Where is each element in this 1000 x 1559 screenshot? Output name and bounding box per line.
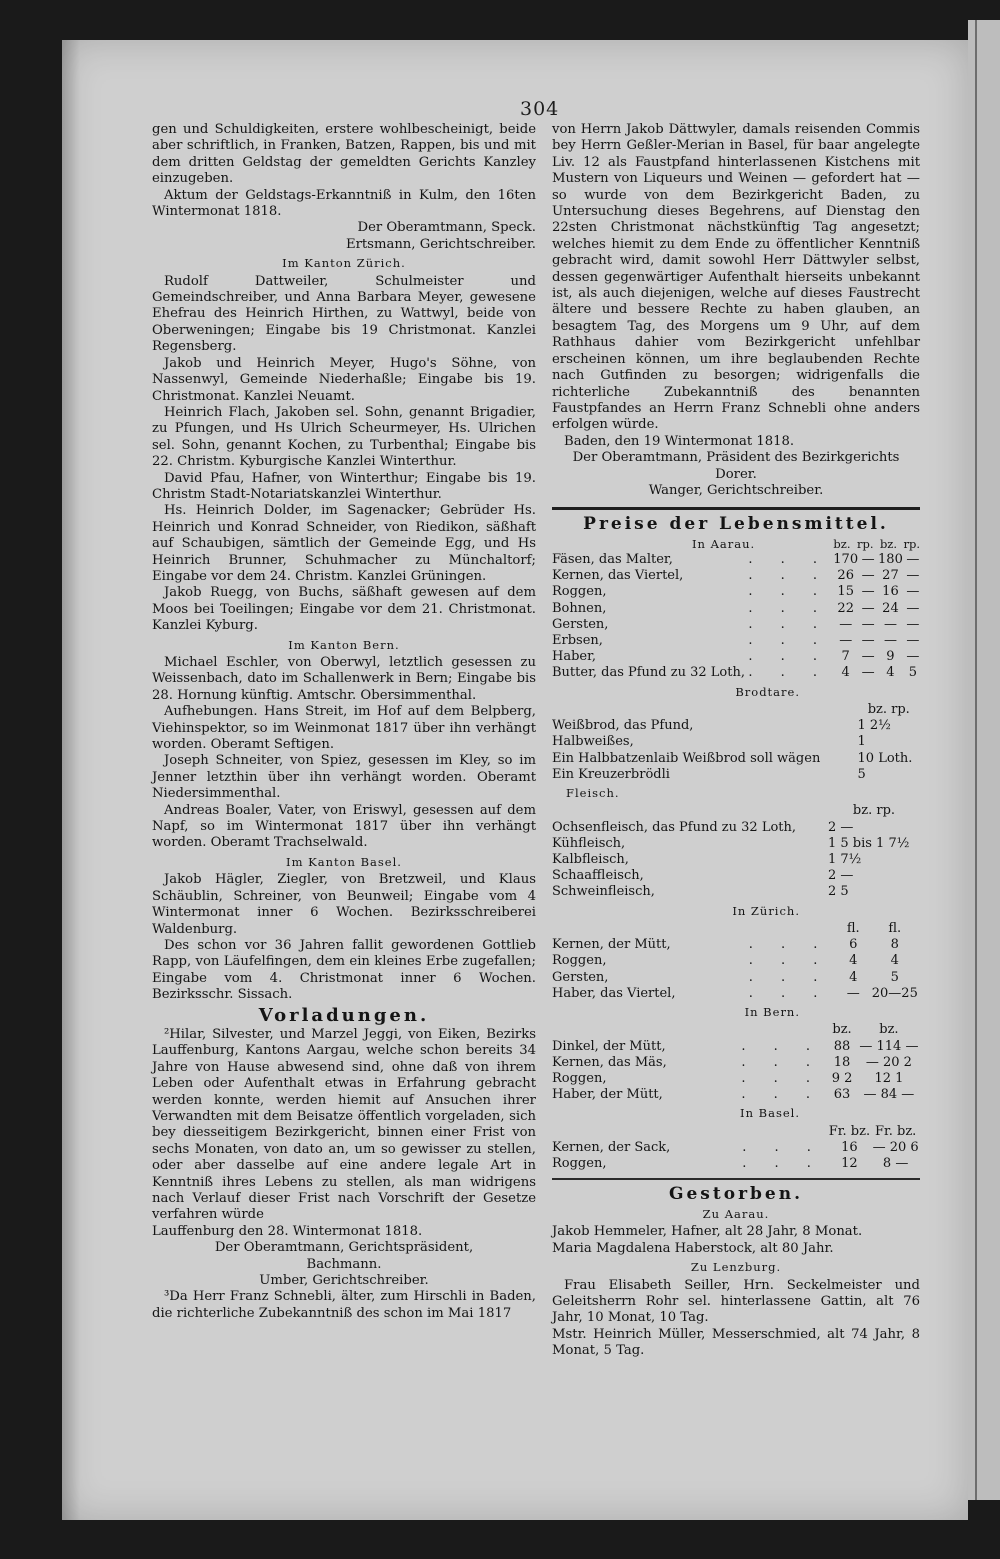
price-separator: —: [861, 584, 875, 600]
price-row: [552, 751, 920, 767]
price-value: —: [839, 632, 853, 648]
price-value: — 20 6: [872, 1140, 919, 1156]
price-item-label: Kernen, das Mäs,: [552, 1054, 667, 1070]
leader-dots: . . .: [742, 1156, 823, 1172]
price-row: [552, 702, 920, 718]
unit-label: Fr. bz.: [828, 1123, 871, 1139]
page-edge-shadow: [62, 40, 80, 1520]
price-value: 27: [882, 568, 899, 584]
heading-kanton-basel: Im Kanton Basel.: [286, 854, 402, 869]
notice-schnebli-signature-3: Wanger, Gerichtschreiber.: [648, 482, 824, 498]
leader-dots: . . .: [748, 953, 830, 969]
blank-cell: [552, 1022, 741, 1038]
unit-label: bz. rp.: [867, 701, 910, 717]
notice-schnebli-signature-1: Der Oberamtmann, Präsident des Bezirkgerichts: [572, 450, 900, 466]
price-value: — 84 —: [863, 1087, 915, 1103]
price-item-label: Kernen, das Viertel,: [552, 568, 684, 584]
price-row: [552, 568, 920, 584]
price-row: [552, 552, 920, 568]
price-item-label: Kernen, der Sack,: [552, 1140, 671, 1156]
blank-cell: [741, 1022, 826, 1038]
unit-label: Fr. bz.: [874, 1123, 917, 1139]
price-rows-basel: [552, 1124, 920, 1173]
price-value: — 20 2: [865, 1054, 912, 1070]
price-row: [552, 1156, 920, 1172]
blank-cell: [552, 1124, 742, 1140]
price-item-label: Bohnen,: [552, 600, 607, 616]
heading-in-zuerich: In Zürich.: [732, 903, 800, 918]
leader-dots: . . .: [748, 985, 830, 1001]
price-row: [552, 649, 920, 665]
unit-label: rp.: [903, 536, 920, 551]
price-value: 4: [849, 953, 858, 969]
price-separator: —: [906, 632, 920, 648]
right-column: [552, 122, 920, 1360]
price-row: [552, 820, 920, 836]
signature-gerichtschreiber: Ertsmann, Gerichtschreiber.: [345, 236, 536, 252]
price-value: 5: [857, 766, 866, 782]
price-row: [552, 836, 920, 852]
death-notice: Maria Magdalena Haberstock, alt 80 Jahr.: [552, 1240, 834, 1256]
entry-bern-2: Aufhebungen. Hans Streit, im Hof auf dem Belpberg, Viehinspektor, so im Weinmonat 1817 über ihn verhängt worden. Oberamt Seftigen.: [152, 704, 536, 753]
price-separator: —: [861, 616, 875, 632]
price-item-label: Roggen,: [552, 584, 607, 600]
price-row: [552, 633, 920, 649]
price-separator: —: [861, 568, 875, 584]
unit-label: bz.: [832, 1022, 852, 1038]
heading-in-aarau: In Aarau.: [692, 536, 756, 551]
price-value: 4: [886, 665, 895, 681]
price-item-label: Kühfleisch,: [552, 835, 626, 851]
price-value: 9 2: [831, 1071, 853, 1087]
price-item-label: Roggen,: [552, 1071, 607, 1087]
binding-fold-line: [975, 20, 977, 1500]
leader-dots: . . .: [748, 616, 830, 632]
price-item-label: Erbsen,: [552, 632, 603, 648]
death-notice: Jakob Hemmeler, Hafner, alt 28 Jahr, 8 Monat.: [552, 1224, 863, 1240]
entry-zuerich-5: Hs. Heinrich Dolder, im Sagenacker; Gebrüder Hs. Heinrich und Konrad Schneider, von Riedikon, säßhaft auf Schaubigen, sämtlich der Gemeinde Egg, und Hs Heinrich Brunner, Schuhmacher zu Münchaltorf; Eingabe vor dem 24. Christm. Kanzlei Grüningen.: [152, 503, 536, 584]
price-value: 20—25: [871, 985, 918, 1001]
notice-jeggi-signature-2: Bachmann.: [306, 1256, 382, 1272]
price-rows-aarau: [552, 552, 920, 682]
death-notice: Mstr. Heinrich Müller, Messerschmied, alt 74 Jahr, 8 Monat, 5 Tag.: [552, 1326, 920, 1359]
leader-dots: . . .: [748, 600, 830, 616]
price-value: 1 5 bis 1 7½: [827, 835, 910, 851]
left-column: [152, 122, 536, 1322]
price-item-label: Schaaffleisch,: [552, 868, 644, 884]
price-item-label: Roggen,: [552, 953, 607, 969]
heading-vorladungen: Vorladungen.: [258, 1004, 430, 1026]
unit-label: bz.: [879, 536, 898, 551]
price-row: [552, 584, 920, 600]
price-row: [552, 868, 920, 884]
heading-in-bern: In Bern.: [744, 1005, 800, 1020]
price-value: 15: [837, 584, 854, 600]
entry-zuerich-1: Rudolf Dattweiler, Schulmeister und Gemeindschreiber, und Anna Barbara Meyer, gewesene Ehefrau des Heinrich Hirthen, zu Wattwyl, beide von Oberweningen; Eingabe bis 19 Christmonat. Kanzlei Regensberg.: [152, 273, 536, 355]
price-row: [552, 1071, 920, 1087]
price-row: [552, 1087, 920, 1103]
price-item-label: Halbweißes,: [552, 734, 634, 750]
signature-oberamtmann: Der Oberamtmann, Speck.: [357, 220, 536, 236]
death-notice: Frau Elisabeth Seiller, Hrn. Seckelmeister und Geleitsherrn Rohr sel. hinterlassene Gattin, alt 76 Jahr, 10 Monat, 10 Tag.: [552, 1277, 920, 1326]
price-item-label: Kalbfleisch,: [552, 852, 629, 868]
leader-dots: . . .: [748, 649, 830, 665]
price-row: [552, 970, 920, 986]
entry-bern-3: Joseph Schneiter, von Spiez, gesessen im Kley, so im Jenner letzthin über ihn verhängt worden. Oberamt Niedersimmenthal.: [152, 753, 536, 802]
paragraph-schuldigkeiten: gen und Schuldigkeiten, erstere wohlbescheinigt, beide aber schriftlich, in Franken, Batzen, Rappen, bis und mit dem dritten Geldstag der gemeldten Gerichts Kanzley einzugeben.: [152, 122, 536, 187]
price-value: 63: [833, 1087, 851, 1103]
price-value: 16: [882, 584, 899, 600]
price-value: 2 —: [827, 819, 854, 835]
unit-label: bz.: [879, 1022, 899, 1038]
unit-label: bz.: [833, 536, 851, 551]
price-separator: —: [906, 616, 920, 632]
price-value: — 114 —: [859, 1038, 919, 1054]
heading-preise: Preise der Lebensmittel.: [583, 514, 889, 535]
price-item-label: Fäsen, das Malter,: [552, 551, 673, 567]
price-row: [552, 718, 920, 734]
price-value: 26: [837, 568, 854, 584]
price-value: 10 Loth.: [857, 750, 913, 766]
price-value: 18: [833, 1054, 851, 1070]
price-value: 5: [890, 969, 899, 985]
price-row: [552, 734, 920, 750]
price-table-aarau: [552, 536, 920, 552]
price-value: 8 —: [882, 1156, 909, 1172]
price-value: 9: [886, 649, 895, 665]
price-row: [552, 1055, 920, 1071]
price-item-label: Haber, das Viertel,: [552, 985, 676, 1001]
price-row: [552, 852, 920, 868]
blank-cell: [552, 702, 858, 718]
price-separator: —: [906, 649, 920, 665]
price-row: [552, 1022, 920, 1038]
price-value: 6: [849, 937, 858, 953]
price-separator: —: [861, 632, 875, 648]
section-divider: [552, 507, 920, 510]
price-value: 4: [841, 665, 850, 681]
price-value: 1 7½: [827, 852, 862, 868]
price-item-label: Ein Kreuzerbrödli: [552, 766, 670, 782]
price-value: 8: [890, 937, 899, 953]
price-value: 1 2½: [857, 718, 891, 734]
notice-schnebli-signature-2: Dorer.: [715, 466, 757, 482]
leader-dots: . . .: [748, 584, 830, 600]
leader-dots: . . .: [748, 969, 830, 985]
entry-basel-1: Jakob Hägler, Ziegler, von Bretzweil, und Klaus Schäublin, Schreiner, von Beunweil; Eingabe vom 4 Wintermonat inner 6 Wochen. Bezirksschreiberei Waldenburg.: [152, 872, 536, 937]
unit-label: fl.: [846, 921, 860, 937]
price-rows-zuerich: [552, 921, 920, 1002]
heading-in-basel: In Basel.: [740, 1106, 800, 1121]
price-value: 16: [841, 1140, 858, 1156]
blank-cell: [742, 1124, 827, 1140]
leader-dots: . . .: [741, 1087, 823, 1103]
page-number: 304: [520, 98, 560, 120]
notice-jeggi: ²Hilar, Silvester, und Marzel Jeggi, von Eiken, Bezirks Lauffenburg, Kantons Aargau, welche schon bereits 34 Jahre von Hause abwesend sind, ohne daß von ihrem Leben oder Aufenthalt etwas in Erfahrung gebracht werden konnte, werden hiemit auf Ansuchen ihrer Verwandten mit dem Beisatze öffentlich vorgeladen, sich bey diesseitigem Bezirkgericht, binnen einer Frist von sechs Monaten, von dato an, um so gewisser zu stellen, oder aber dasselbe auf eine andere legale Art in Kenntniß ihres Lebens zu stellen, als man widrigens nach Verlauf dieser Frist nach Vorschrift der Gesetze verfahren würde: [152, 1026, 536, 1223]
price-value: 2 5: [827, 884, 849, 900]
next-page-edge: [968, 20, 1000, 1500]
price-value: —: [883, 632, 897, 648]
price-value: 88: [833, 1038, 851, 1054]
section-divider: [552, 1178, 920, 1180]
price-separator: —: [906, 584, 920, 600]
blank-cell: [749, 921, 837, 937]
price-value: 180: [878, 551, 903, 567]
price-item-label: Ein Halbbatzenlaib Weißbrod soll wägen: [552, 750, 821, 766]
unit-label: fl.: [888, 921, 902, 937]
notice-jeggi-signature-3: Umber, Gerichtschreiber.: [259, 1273, 429, 1289]
price-value: 24: [882, 600, 899, 616]
notice-jeggi-date: Lauffenburg den 28. Wintermonat 1818.: [152, 1223, 423, 1239]
price-row: [552, 665, 920, 681]
price-row: [552, 617, 920, 633]
heading-zu-aarau: Zu Aarau.: [702, 1206, 770, 1221]
price-separator: —: [861, 665, 875, 681]
price-value: 12 1: [874, 1071, 904, 1087]
leader-dots: . . .: [748, 937, 830, 953]
heading-zu-lenzburg: Zu Lenzburg.: [690, 1260, 782, 1275]
notice-jeggi-signature-1: Der Oberamtmann, Gerichtspräsident,: [214, 1240, 474, 1256]
price-item-label: Schweinfleisch,: [552, 884, 655, 900]
price-row: [552, 921, 920, 937]
entry-zuerich-6: Jakob Ruegg, von Buchs, säßhaft gewesen auf dem Moos bei Toeilingen; Eingabe vor dem 21. Christmonat. Kanzlei Kyburg.: [152, 585, 536, 634]
price-item-label: Gersten,: [552, 969, 609, 985]
entry-zuerich-2: Jakob und Heinrich Meyer, Hugo's Söhne, von Nassenwyl, Gemeinde Niederhaßle; Eingabe bis 19. Christmonat. Kanzlei Neuamt.: [152, 355, 536, 404]
entry-bern-1: Michael Eschler, von Oberwyl, letztlich gesessen zu Weissenbach, dato im Schallenwerk in Bern; Eingabe bis 28. Hornung künftig. Amtschr. Obersimmenthal.: [152, 655, 536, 703]
price-separator: —: [906, 551, 920, 567]
price-value: 4: [890, 953, 899, 969]
unit-label: bz. rp.: [852, 803, 896, 819]
leader-dots: . . .: [748, 665, 830, 681]
price-rows-fleisch: [552, 803, 920, 900]
price-row: [552, 1124, 920, 1140]
price-value: 1: [857, 734, 866, 750]
price-value: —: [883, 616, 897, 632]
notice-schnebli-date: Baden, den 19 Wintermonat 1818.: [564, 433, 795, 449]
leader-dots: . . .: [748, 632, 830, 648]
price-item-label: Gersten,: [552, 616, 609, 632]
notice-schnebli-start: ³Da Herr Franz Schnebli, älter, zum Hirschli in Baden, die richterliche Zubekanntniß des schon im Mai 1817: [152, 1289, 536, 1321]
leader-dots: . . .: [741, 1054, 823, 1070]
price-row: [552, 601, 920, 617]
leader-dots: . . .: [741, 1071, 823, 1087]
price-row: [552, 1140, 920, 1156]
leader-dots: . . .: [748, 568, 830, 584]
entry-zuerich-3: Heinrich Flach, Jakoben sel. Sohn, genannt Brigadier, zu Pfungen, und Hs Ulrich Scheurmeyer, Hs. Ulrichen sel. Sohn, genannt Kochen, zu Turbenthal; Eingabe bis 22. Christm. Kyburgische Kanzlei Winterthur.: [152, 404, 536, 470]
price-row: [552, 953, 920, 969]
entry-bern-4: Andreas Boaler, Vater, von Eriswyl, gesessen auf dem Napf, so im Wintermonat 1817 über ihn verhängt worden. Oberamt Trachselwald.: [152, 802, 536, 851]
price-item-label: Ochsenfleisch, das Pfund zu 32 Loth,: [552, 819, 797, 835]
price-value: —: [839, 616, 853, 632]
leader-dots: . . .: [742, 1140, 823, 1156]
price-item-label: Haber, der Mütt,: [552, 1087, 663, 1103]
leader-dots: . . .: [748, 551, 830, 567]
price-row: [552, 884, 920, 900]
blank-cell: [552, 921, 749, 937]
heading-kanton-bern: Im Kanton Bern.: [288, 637, 400, 652]
unit-label: rp.: [856, 536, 874, 551]
price-value: 4: [849, 969, 858, 985]
price-item-label: Haber,: [552, 649, 597, 665]
price-value: —: [846, 985, 860, 1001]
notice-schnebli-continued: von Herrn Jakob Dättwyler, damals reisenden Commis bey Herrn Geßler-Merian in Basel, für baar angelegte Liv. 12 als Faustpfand hinterlassenen Kistchens mit Mustern von Liqueurs und Weinen — gefordert hat — so wurde von dem Bezirkgericht Baden, zu Untersuchung dieses Begehrens, auf Dienstag den 22sten Christmonat nächstkünftig Tag angesetzt; welches hiemit zu dem Ende zu öffentlicher Kenntniß gebracht wird, damit sowohl Herr Dättwyler selbst, dessen gegenwärtiger Aufenthalt hierseits unbekannt ist, als auch diejenigen, welche auf dieses Faustrecht ältere und bessere Rechte zu haben glauben, an besagtem Tag, des Morgens um 9 Uhr, auf dem Rathhaus dahier vom Bezirkgericht unfehlbar erscheinen können, um ihre beglaubenden Rechte nach Gutfinden zu besorgen; widrigenfalls die richterliche Zubekanntniß des benannten Faustpfandes an Herrn Franz Schnebli ohne anders erfolgen würde.: [552, 122, 920, 433]
price-value: 170: [833, 551, 859, 567]
price-separator: —: [906, 600, 920, 616]
price-separator: —: [906, 568, 920, 584]
paragraph-aktum: Aktum der Geldstags-Erkanntniß in Kulm, den 16ten Wintermonat 1818.: [152, 187, 536, 220]
price-item-label: Roggen,: [552, 1156, 607, 1172]
price-row: [552, 803, 920, 819]
price-value: 7: [841, 649, 850, 665]
price-item-label: Dinkel, der Mütt,: [552, 1038, 666, 1054]
price-rows-bern: [552, 1022, 920, 1103]
price-separator: —: [861, 551, 875, 567]
price-item-label: Weißbrod, das Pfund,: [552, 718, 694, 734]
entry-zuerich-4: David Pfau, Hafner, von Winterthur; Eingabe bis 19. Christm Stadt-Notariatskanzlei Winterthur.: [152, 470, 536, 502]
leader-dots: . . .: [741, 1038, 823, 1054]
price-separator: 5: [908, 665, 917, 681]
price-value: 22: [837, 600, 854, 616]
price-separator: —: [861, 600, 875, 616]
blank-cell: [552, 803, 828, 819]
heading-gestorben: Gestorben.: [668, 1184, 804, 1205]
price-item-label: Kernen, der Mütt,: [552, 937, 671, 953]
price-rows-brod: [552, 702, 920, 783]
price-separator: —: [861, 649, 875, 665]
price-row: [552, 1039, 920, 1055]
heading-kanton-zuerich: Im Kanton Zürich.: [282, 256, 406, 271]
entry-basel-2: Des schon vor 36 Jahren fallit gewordenen Gottlieb Rapp, von Läufelfingen, dem ein kleines Erbe zugefallen; Eingabe vom 4. Christmonat inner 6 Wochen. Bezirksschr. Sissach.: [152, 937, 536, 1003]
price-row: [552, 937, 920, 953]
price-row: [552, 767, 920, 783]
price-row: [552, 986, 920, 1002]
heading-fleisch: Fleisch.: [566, 786, 620, 800]
price-value: 12: [841, 1156, 858, 1172]
price-item-label: Butter, das Pfund zu 32 Loth,: [552, 665, 745, 681]
heading-brodtare: Brodtare.: [735, 684, 800, 699]
price-value: 2 —: [827, 868, 854, 884]
